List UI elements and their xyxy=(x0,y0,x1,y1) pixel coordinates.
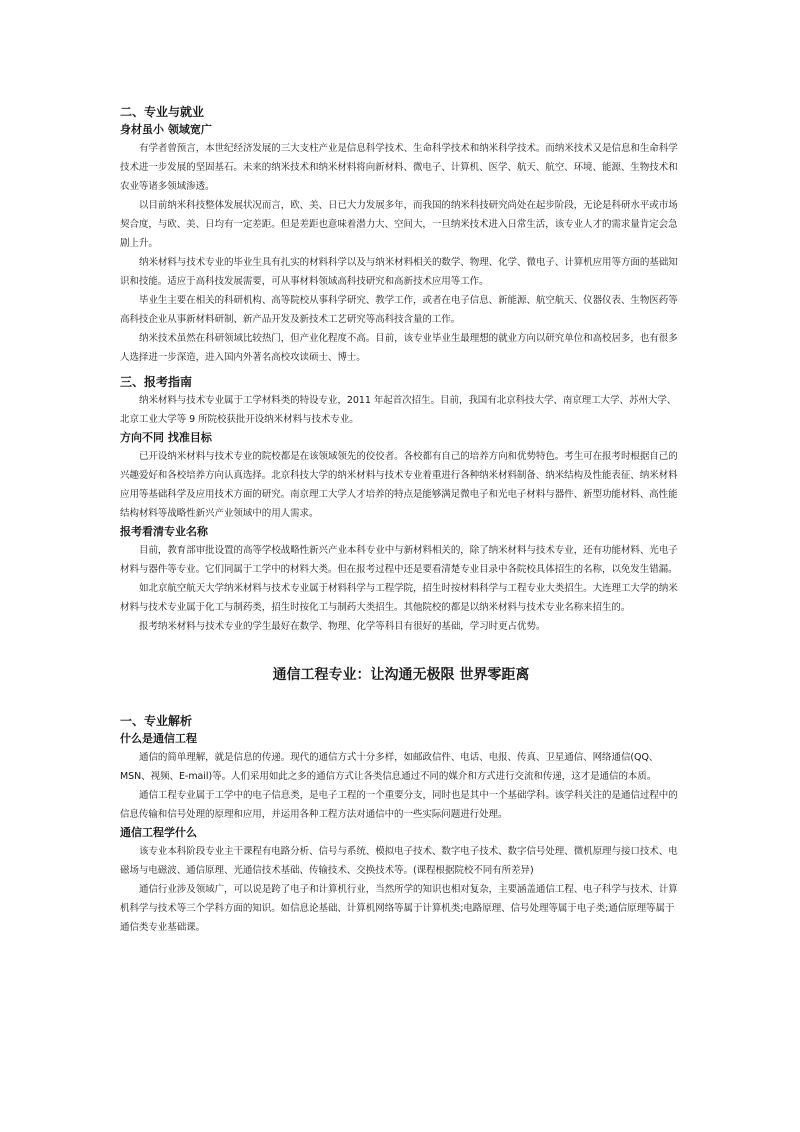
subheading-small-but-broad: 身材虽小 领域宽广 xyxy=(120,123,212,136)
section-heading-application-guide: 三、报考指南 xyxy=(120,375,193,389)
section-heading-employment: 二、专业与就业 xyxy=(120,105,205,119)
paragraph: 通信行业涉及领域广，可以说是跨了电子和计算机行业，当然所学的知识也相对复杂，主要涵盖通信工程、电子科学与技术、计算机科学与技术等三个学科方面的知识。如信息论基础、计算机网络等属于计算机类;电路原理、信号处理等属于电子类;通信原理等属于通信类专业基础课。 xyxy=(120,884,678,933)
paragraph: 毕业生主要在相关的科研机构、高等院校从事科学研究、教学工作，或者在电子信息、新能源、航空航天、仪器仪表、生物医药等高科技企业从事新材料研制、新产品开发及新技术工艺研究等高科技含量的工作。 xyxy=(120,295,678,325)
paragraph: 纳米技术虽然在科研领域比较热门，但产业化程度不高。目前，该专业毕业生最理想的就业方向以研究单位和高校居多，也有很多人选择进一步深造，进入国内外著名高校攻读硕士、博士。 xyxy=(120,333,678,363)
paragraph: 通信工程专业属于工学中的电子信息类，是电子工程的一个重要分支，同时也是其中一个基础学科。该学科关注的是通信过程中的信息传输和信号处理的原理和应用，并运用各种工程方法对通信中的一些实际问题进行处理。 xyxy=(120,790,678,820)
subheading-major-name: 报考看清专业名称 xyxy=(120,525,208,538)
paragraph: 目前，教育部审批设置的高等学校战略性新兴产业本科专业中与新材料相关的，除了纳米材料与技术专业，还有功能材料、光电子材料与器件等专业。它们同属于工学中的材料大类。但在报考过程中还是要看清楚专业目录中各院校具体招生的名称，以免发生错漏。 xyxy=(120,545,678,575)
paragraph: 如北京航空航天大学纳米材料与技术专业属于材料科学与工程学院，招生时按材料科学与工程专业大类招生。大连理工大学的纳米材料与技术专业属于化工与制药类，招生时按化工与制药大类招生。其他院校的都是以纳米材料与技术专业名称来招生的。 xyxy=(120,583,678,613)
subheading-what-to-learn: 通信工程学什么 xyxy=(120,826,197,839)
paragraph: 报考纳米材料与技术专业的学生最好在数学、物理、化学等科目有很好的基础，学习时更占优势。 xyxy=(139,621,546,632)
paragraph: 通信的简单理解，就是信息的传递。现代的通信方式十分多样，如邮政信件、电话、电报、传真、卫星通信、网络通信(QQ、MSN、视频、E-mail)等。人们采用如此之多的通信方式让各类信息通过不同的媒介和方式进行交流和传递，这才是通信的本质。 xyxy=(120,752,659,782)
paragraph: 有学者曾预言，本世纪经济发展的三大支柱产业是信息科学技术、生命科学技术和纳米科学技术。而纳米技术又是信息和生命科学技术进一步发展的坚固基石。未来的纳米技术和纳米材料将向新材料、微电子、计算机、医学、航天、航空、环境、能源、生物技术和农业等诸多领域渗透。 xyxy=(120,143,678,192)
subheading-direction: 方向不同 找准目标 xyxy=(120,431,212,444)
paragraph: 该专业本科阶段专业主干课程有电路分析、信号与系统、模拟电子技术、数字电子技术、数字信号处理、微机原理与接口技术、电磁场与电磁波、通信原理、光通信技术基础、传输技术、交换技术等。(课程根据院校不同有所差异) xyxy=(120,846,678,876)
paragraph: 纳米材料与技术专业属于工学材料类的特设专业，2011 年起首次招生。目前，我国有北京科技大学、南京理工大学、苏州大学、北京工业大学等 9 所院校获批开设纳米材料与技术专业。 xyxy=(120,395,677,425)
article-title: 通信工程专业：让沟通无极限 世界零距离 xyxy=(272,667,530,683)
paragraph: 已开设纳米材料与技术专业的院校都是在该领域领先的佼佼者。各校都有自己的培养方向和优势特色。考生可在报考时根据自己的兴趣爱好和各校培养方向认真选择。北京科技大学的纳米材料与技术专业着重进行各种纳米材料制备、纳米结构及性能表征、纳米材料应用等基础科学及应用技术方面的研究。南京理工大学人才培养的特点是能够满足微电子和光电子材料与器件、新型功能材料、高性能结构材料等战略性新兴产业领域中的用人需求。 xyxy=(120,451,678,519)
section-heading-major-analysis: 一、专业解析 xyxy=(120,714,193,728)
paragraph: 纳米材料与技术专业的毕业生具有扎实的材料科学以及与纳米材料相关的数学、物理、化学、微电子、计算机应用等方面的基础知识和技能。适应于高科技发展需要，可从事材料领域高科技研究和高新技术应用等工作。 xyxy=(120,257,678,287)
subheading-what-is-telecom: 什么是通信工程 xyxy=(120,732,197,745)
paragraph: 以目前纳米科技整体发展状况而言，欧、美、日已大力发展多年，而我国的纳米科技研究尚处在起步阶段，无论是科研水平或市场契合度，与欧、美、日均有一定差距。但是差距也意味着潜力大、空间大，一旦纳米技术进入日常生活，该专业人才的需求量肯定会急剧上升。 xyxy=(120,200,678,249)
document-page xyxy=(120,103,682,937)
